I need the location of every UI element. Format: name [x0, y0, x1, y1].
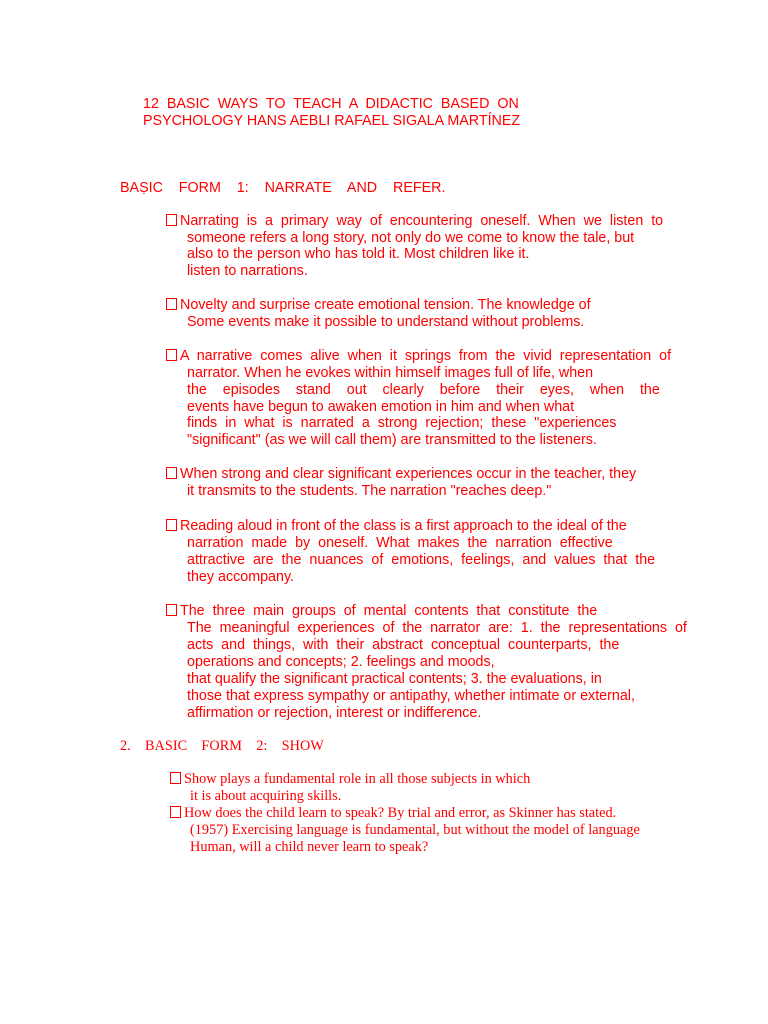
- missing-glyph-icon: [170, 772, 181, 784]
- bullet-5-line-2: narration made by oneself. What makes the narration effective: [187, 535, 613, 551]
- bullet-8-line-3: Human, will a child never learn to speak?: [190, 839, 429, 855]
- bullet-6-line-7: affirmation or rejection, interest or indifference.: [187, 705, 482, 721]
- bullet-6-line-2: The meaningful experiences of the narrator are: 1. the representations of: [187, 620, 687, 636]
- bullet-5: [166, 518, 627, 535]
- bullet-4: [166, 466, 636, 483]
- missing-glyph-icon: [166, 349, 177, 361]
- bullet-5-line-4: they accompany.: [187, 569, 295, 585]
- bullet-2-line-2: Some events make it possible to understand without problems.: [187, 314, 585, 330]
- bullet-3: [166, 348, 671, 365]
- bullet-6-line-5: that qualify the significant practical contents; 3. the evaluations, in: [187, 671, 602, 687]
- missing-glyph-icon: [170, 806, 181, 818]
- bullet-2-line-1: Novelty and surprise create emotional tension. The knowledge of: [180, 297, 591, 313]
- bullet-8-line-1: How does the child learn to speak? By trial and error, as Skinner has stated.: [184, 805, 617, 821]
- section-1-heading: BAṢIC FORM 1: NARRATE AND REFER.: [120, 180, 446, 196]
- bullet-7-line-1: Show plays a fundamental role in all those subjects in which: [184, 771, 531, 787]
- bullet-6: [166, 603, 597, 620]
- bullet-7: [170, 771, 530, 788]
- bullet-2: [166, 297, 591, 314]
- bullet-8-line-2: (1957) Exercising language is fundamental, but without the model of language: [190, 822, 640, 838]
- bullet-6-line-6: those that express sympathy or antipathy, whether intimate or external,: [187, 688, 635, 704]
- missing-glyph-icon: [166, 604, 177, 616]
- bullet-6-line-3: acts and things, with their abstract conceptual counterparts, the: [187, 637, 620, 653]
- bullet-3-line-6: "significant" (as we will call them) are transmitted to the listeners.: [187, 432, 597, 448]
- missing-glyph-icon: [166, 467, 177, 479]
- bullet-5-line-1: Reading aloud in front of the class is a first approach to the ideal of the: [180, 518, 627, 534]
- bullet-8: [170, 805, 616, 822]
- document-title: [143, 96, 520, 130]
- bullet-1-line-3: also to the person who has told it. Most children like it.: [187, 246, 530, 262]
- bullet-3-line-2: narrator. When he evokes within himself images full of life, when: [187, 365, 594, 381]
- bullet-4-line-1: When strong and clear significant experiences occur in the teacher, they: [180, 466, 637, 482]
- missing-glyph-icon: [166, 298, 177, 310]
- title-line-2: PSYCHOLOGY HANS AEBLI RAFAEL SIGALA MARTÍNEZ: [143, 113, 521, 129]
- title-line-1: 12 BASIC WAYS TO TEACH A DIDACTIC BASED ON: [143, 96, 519, 112]
- bullet-4-line-2: it transmits to the students. The narration "reaches deep.": [187, 483, 552, 499]
- bullet-3-line-1: A narrative comes alive when it springs from the vivid representation of: [180, 348, 672, 364]
- bullet-7-line-2: it is about acquiring skills.: [190, 788, 342, 804]
- section-2-heading: 2. BASIC FORM 2: SHOW: [120, 738, 324, 754]
- bullet-3-line-3: the episodes stand out clearly before their eyes, when the: [187, 382, 660, 398]
- missing-glyph-icon: [166, 214, 177, 226]
- bullet-6-line-1: The three main groups of mental contents that constitute the: [180, 603, 598, 619]
- bullet-3-line-4: events have begun to awaken emotion in him and when what: [187, 399, 575, 415]
- bullet-5-line-3: attractive are the nuances of emotions, feelings, and values that the: [187, 552, 656, 568]
- bullet-1-line-2: someone refers a long story, not only do we come to know the tale, but: [187, 230, 635, 246]
- bullet-1-line-4: listen to narrations.: [187, 263, 308, 279]
- bullet-1-line-1: Narrating is a primary way of encountering oneself. When we listen to: [180, 213, 664, 229]
- bullet-3-line-5: finds in what is narrated a strong rejection; these "experiences: [187, 415, 617, 431]
- missing-glyph-icon: [166, 519, 177, 531]
- bullet-6-line-4: operations and concepts; 2. feelings and moods,: [187, 654, 495, 670]
- bullet-1: [166, 213, 663, 230]
